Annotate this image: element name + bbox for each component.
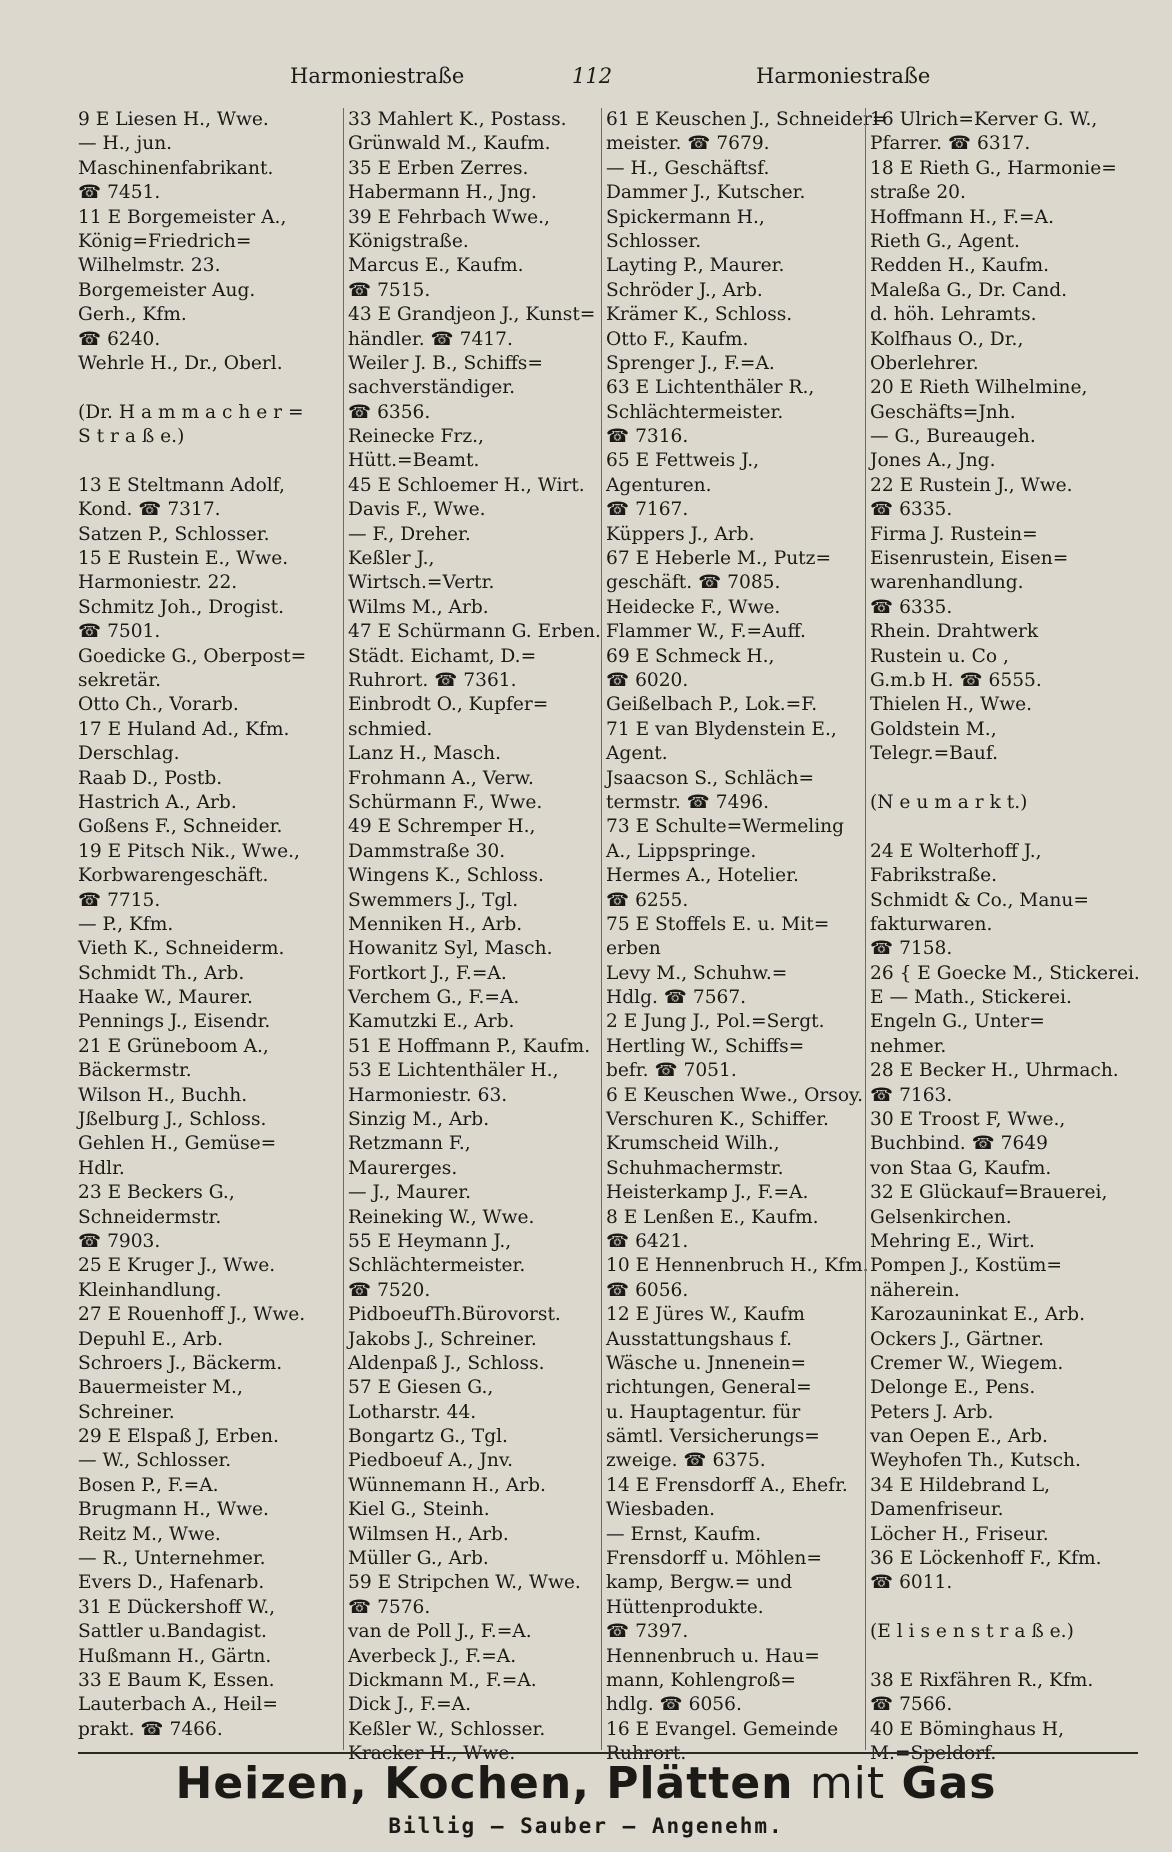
directory-line: Grünwald M., Kaufm.	[348, 133, 551, 155]
directory-line: Aldenpaß J., Schloss.	[348, 1352, 545, 1374]
directory-line: Reinecke Frz.,	[348, 426, 484, 448]
directory-line: Geißelbach P., Lok.=F.	[606, 694, 818, 716]
directory-line: ☎ 7903.	[78, 1230, 161, 1252]
directory-line: — W., Schlosser.	[78, 1450, 232, 1472]
directory-line: Hoffmann H., F.=A.	[870, 206, 1054, 228]
directory-line: 33 Mahlert K., Postass.	[348, 109, 567, 130]
directory-line: händler. ☎ 7417.	[348, 328, 513, 350]
directory-line: Telegr.=Bauf.	[870, 743, 999, 765]
directory-line: Heidecke F., Wwe.	[606, 596, 781, 618]
directory-line: ☎ 7501.	[78, 621, 161, 643]
directory-line: König=Friedrich=	[78, 230, 252, 252]
directory-line: 13 E Steltmann Adolf,	[78, 474, 285, 496]
directory-line: — R., Unternehmer.	[78, 1548, 266, 1570]
directory-line: ☎ 7163.	[870, 1084, 953, 1106]
directory-line: Ausstattungshaus f.	[606, 1328, 793, 1350]
directory-line: Harmoniestr. 63.	[348, 1084, 508, 1106]
directory-line: 6 E Keuschen Wwe., Orsoy.	[606, 1084, 863, 1106]
directory-line: 10 E Hennenbruch H., Kfm.	[606, 1255, 869, 1277]
directory-line: 73 E Schulte=Wermeling	[606, 816, 845, 838]
directory-line: Habermann H., Jng.	[348, 182, 537, 204]
directory-line: van de Poll J., F.=A.	[348, 1621, 532, 1643]
directory-line: Agenturen.	[606, 474, 712, 496]
directory-line: Menniken H., Arb.	[348, 913, 523, 935]
directory-line: 45 E Schloemer H., Wirt.	[348, 474, 585, 496]
directory-line: 40 E Böminghaus H,	[870, 1718, 1064, 1740]
directory-line: Schneidermstr.	[78, 1206, 222, 1228]
directory-line: G.m.b H. ☎ 6555.	[870, 669, 1042, 691]
directory-line: — G., Bureaugeh.	[870, 426, 1036, 448]
bottom-rule	[78, 1752, 1138, 1754]
directory-line: — J., Maurer.	[348, 1182, 471, 1204]
directory-line: Dick J., F.=A.	[348, 1694, 472, 1716]
directory-line: ☎ 7566.	[870, 1694, 953, 1716]
directory-line: Harmoniestr. 22.	[78, 572, 238, 594]
directory-line: Küppers J., Arb.	[606, 523, 755, 545]
directory-line: straße 20.	[870, 182, 966, 204]
directory-line: Weyhofen Th., Kutsch.	[870, 1450, 1081, 1472]
directory-line: Oberlehrer.	[870, 352, 979, 374]
directory-line: ☎ 6335.	[870, 596, 953, 618]
directory-line: 34 E Hildebrand L,	[870, 1474, 1050, 1496]
directory-line: Keßler J.,	[348, 548, 435, 570]
directory-line: näherein.	[870, 1279, 960, 1301]
directory-column-1	[78, 108, 340, 1750]
directory-line: Wilms M., Arb.	[348, 596, 489, 618]
directory-line: Depuhl E., Arb.	[78, 1328, 224, 1350]
directory-line: 35 E Erben Zerres.	[348, 157, 529, 179]
directory-line: Buchbind. ☎ 7649	[870, 1133, 1048, 1155]
directory-line: Dammstraße 30.	[348, 840, 506, 862]
directory-line: Satzen P., Schlosser.	[78, 523, 270, 545]
directory-line: 69 E Schmeck H.,	[606, 645, 775, 667]
directory-line: 30 E Troost F, Wwe.,	[870, 1109, 1066, 1131]
directory-line: Frohmann A., Verw.	[348, 767, 534, 789]
directory-line: Jßelburg J., Schloss.	[78, 1109, 267, 1131]
directory-line: ☎ 6020.	[606, 669, 689, 691]
directory-line: Ockers J., Gärtner.	[870, 1328, 1045, 1350]
directory-line: Firma J. Rustein=	[870, 523, 1038, 545]
directory-line: Kleinhandlung.	[78, 1279, 222, 1301]
directory-line: Hermes A., Hotelier.	[606, 865, 799, 887]
directory-line: Pfarrer. ☎ 6317.	[870, 133, 1031, 155]
directory-line: Otto F., Kaufm.	[606, 328, 749, 350]
directory-line: Vieth K., Schneiderm.	[78, 938, 285, 960]
directory-line: Wingens K., Schloss.	[348, 865, 544, 887]
directory-line: 29 E Elspaß J, Erben.	[78, 1426, 279, 1448]
directory-line: Layting P., Maurer.	[606, 255, 785, 277]
directory-line: Otto Ch., Vorarb.	[78, 694, 239, 716]
directory-line: Ruhrort. ☎ 7361.	[348, 669, 517, 691]
directory-line	[870, 815, 1138, 839]
directory-line: ☎ 6255.	[606, 889, 689, 911]
directory-line: — H., jun.	[78, 133, 173, 155]
directory-line: Heisterkamp J., F.=A.	[606, 1182, 809, 1204]
directory-line: Kiel G., Steinh.	[348, 1499, 490, 1521]
directory-line: ☎ 7397.	[606, 1621, 689, 1643]
directory-line: Hennenbruch u. Hau=	[606, 1645, 820, 1667]
directory-line: Lanz H., Masch.	[348, 743, 502, 765]
directory-line: Schlosser.	[606, 230, 702, 252]
directory-line: Haake W., Maurer.	[78, 987, 253, 1009]
directory-column-4	[865, 108, 1138, 1750]
directory-line: Piedboeuf A., Jnv.	[348, 1450, 514, 1472]
directory-line: Hüttenprodukte.	[606, 1596, 764, 1618]
directory-line: Verchem G., F.=A.	[348, 987, 520, 1009]
directory-line: Swemmers J., Tgl.	[348, 889, 519, 911]
directory-line: Brugmann H., Wwe.	[78, 1499, 269, 1521]
directory-line: 21 E Grüneboom A.,	[78, 1035, 269, 1057]
advert-tagline: Billig — Sauber — Angenehm.	[388, 1814, 784, 1838]
directory-line: Städt. Eichamt, D.=	[348, 645, 537, 667]
directory-line: 2 E Jung J., Pol.=Sergt.	[606, 1011, 825, 1033]
directory-line: 28 E Becker H., Uhrmach.	[870, 1060, 1119, 1082]
directory-line	[870, 767, 1138, 791]
directory-line: S t r a ß e.)	[78, 426, 185, 448]
directory-line: 8 E Lenßen E., Kaufm.	[606, 1206, 819, 1228]
directory-line: Lotharstr. 44.	[348, 1401, 477, 1423]
directory-line: Raab D., Postb.	[78, 767, 223, 789]
directory-line: Sinzig M., Arb.	[348, 1109, 490, 1131]
directory-line: kamp, Bergw.= und	[606, 1572, 793, 1594]
directory-line: Hdlg. ☎ 7567.	[606, 987, 747, 1009]
page-header	[90, 64, 1140, 98]
directory-line: 53 E Lichtenthäler H.,	[348, 1060, 559, 1082]
directory-line: befr. ☎ 7051.	[606, 1060, 737, 1082]
directory-line: Thielen H., Wwe.	[870, 694, 1033, 716]
directory-line: 16 Ulrich=Kerver G. W.,	[870, 109, 1098, 130]
directory-line: Schreiner.	[78, 1401, 175, 1423]
directory-line: Retzmann F.,	[348, 1133, 471, 1155]
directory-line: — P., Kfm.	[78, 913, 174, 935]
directory-line: Wiesbaden.	[606, 1499, 716, 1521]
directory-line: 25 E Kruger J., Wwe.	[78, 1255, 276, 1277]
directory-line: (Dr. H a m m a c h e r =	[78, 401, 304, 423]
directory-line: Schmidt & Co., Manu=	[870, 889, 1089, 911]
directory-line: Averbeck J., F.=A.	[348, 1645, 517, 1667]
directory-line: Korbwarengeschäft.	[78, 865, 269, 887]
directory-line: 49 E Schremper H.,	[348, 816, 536, 838]
directory-line: Wilhelmstr. 23.	[78, 255, 221, 277]
directory-line: zweige. ☎ 6375.	[606, 1450, 766, 1472]
directory-line: (E l i s e n s t r a ß e.)	[870, 1621, 1074, 1643]
directory-line: — Ernst, Kaufm.	[606, 1523, 762, 1545]
directory-line: 39 E Fehrbach Wwe.,	[348, 206, 550, 228]
directory-line: Mehring E., Wirt.	[870, 1230, 1035, 1252]
directory-line: E — Math., Stickerei.	[870, 987, 1072, 1009]
directory-line: Wehrle H., Dr., Oberl.	[78, 352, 283, 374]
directory-line: 16 E Evangel. Gemeinde	[606, 1718, 839, 1740]
directory-line: Sattler u.Bandagist.	[78, 1621, 267, 1643]
directory-line: Evers D., Hafenarb.	[78, 1572, 265, 1594]
directory-line: ☎ 7451.	[78, 182, 161, 204]
directory-line: Schroers J., Bäckerm.	[78, 1352, 283, 1374]
directory-line: Wirtsch.=Vertr.	[348, 572, 495, 594]
directory-line: Jakobs J., Schreiner.	[348, 1328, 537, 1350]
directory-line: 43 E Grandjeon J., Kunst=	[348, 304, 596, 326]
directory-line: Delonge E., Pens.	[870, 1377, 1036, 1399]
directory-columns	[78, 108, 1138, 1750]
directory-line: Derschlag.	[78, 743, 180, 765]
directory-line: ☎ 7167.	[606, 499, 689, 521]
directory-line: Spickermann H.,	[606, 206, 765, 228]
directory-line: nehmer.	[870, 1035, 947, 1057]
directory-line: 51 E Hoffmann P., Kaufm.	[348, 1035, 591, 1057]
directory-line: 23 E Beckers G.,	[78, 1182, 235, 1204]
directory-line: Kond. ☎ 7317.	[78, 499, 221, 521]
directory-line: Schlächtermeister.	[606, 401, 784, 423]
directory-line: termstr. ☎ 7496.	[606, 791, 769, 813]
directory-line	[78, 449, 340, 473]
directory-line: Maurerges.	[348, 1157, 458, 1179]
directory-line: Bäckermstr.	[78, 1060, 192, 1082]
directory-line: Engeln G., Unter=	[870, 1011, 1045, 1033]
directory-line: Rieth G., Agent.	[870, 230, 1020, 252]
directory-line: ☎ 7158.	[870, 938, 953, 960]
directory-column-2	[343, 108, 604, 1750]
directory-line: ☎ 7520.	[348, 1279, 431, 1301]
directory-line: ☎ 6056.	[606, 1279, 689, 1301]
directory-line: sämtl. Versicherungs=	[606, 1426, 820, 1448]
directory-line: Weiler J. B., Schiffs=	[348, 352, 543, 374]
directory-line: 22 E Rustein J., Wwe.	[870, 474, 1073, 496]
directory-line: Bauermeister M.,	[78, 1377, 243, 1399]
directory-line: van Oepen E., Arb.	[870, 1426, 1048, 1448]
directory-line: Fabrikstraße.	[870, 865, 998, 887]
directory-line: 20 E Rieth Wilhelmine,	[870, 377, 1088, 399]
directory-line: 59 E Stripchen W., Wwe.	[348, 1572, 581, 1594]
directory-line: 63 E Lichtenthäler R.,	[606, 377, 815, 399]
directory-line: Damenfriseur.	[870, 1499, 1004, 1521]
directory-line: Frensdorff u. Möhlen=	[606, 1548, 822, 1570]
directory-line: Dickmann M., F.=A.	[348, 1670, 537, 1691]
directory-line: 67 E Heberle M., Putz=	[606, 548, 832, 570]
directory-line: Schlächtermeister.	[348, 1255, 526, 1277]
directory-line: ☎ 7316.	[606, 426, 689, 448]
directory-line: Bongartz G., Tgl.	[348, 1426, 508, 1448]
directory-line: Müller G., Arb.	[348, 1548, 489, 1570]
directory-line: Jsaacson S., Schläch=	[606, 767, 815, 789]
directory-line: ☎ 6356.	[348, 401, 431, 423]
directory-line: Eisenrustein, Eisen=	[870, 548, 1069, 570]
directory-line	[78, 376, 340, 400]
directory-line: sekretär.	[78, 669, 162, 691]
directory-line: Davis F., Wwe.	[348, 499, 486, 521]
advert-headline	[0, 1758, 1172, 1810]
directory-line: ☎ 6011.	[870, 1572, 953, 1594]
directory-line: Schröder J., Arb.	[606, 279, 763, 301]
directory-line: hdlg. ☎ 6056.	[606, 1694, 742, 1716]
directory-line: 75 E Stoffels E. u. Mit=	[606, 913, 830, 935]
directory-line: Wilmsen H., Arb.	[348, 1523, 509, 1545]
directory-line: 32 E Glückauf=Brauerei,	[870, 1182, 1108, 1204]
directory-line: ☎ 7576.	[348, 1596, 431, 1618]
directory-line: 31 E Dückershoff W.,	[78, 1596, 276, 1618]
directory-line: Goßens F., Schneider.	[78, 816, 283, 838]
directory-line: Hastrich A., Arb.	[78, 791, 237, 813]
directory-line	[870, 1645, 1138, 1669]
directory-line: ☎ 7515.	[348, 279, 431, 301]
directory-line: sachverständiger.	[348, 377, 515, 399]
directory-line: Wäsche u. Jnnenein=	[606, 1352, 807, 1374]
directory-line: Schmitz Joh., Drogist.	[78, 596, 285, 618]
page-number: 112	[572, 64, 613, 88]
directory-line: Pennings J., Eisendr.	[78, 1011, 271, 1033]
directory-line: 19 E Pitsch Nik., Wwe.,	[78, 840, 300, 862]
directory-line: Krumscheid Wilh.,	[606, 1133, 780, 1155]
directory-line: ☎ 6421.	[606, 1230, 689, 1252]
directory-line: Goldstein M.,	[870, 718, 997, 740]
directory-line: Hertling W., Schiffs=	[606, 1035, 805, 1057]
directory-line: Rustein u. Co ,	[870, 645, 1009, 667]
directory-line: Lauterbach A., Heil=	[78, 1694, 278, 1716]
directory-line: Schuhmachermstr.	[606, 1157, 784, 1179]
directory-line: u. Hauptagentur. für	[606, 1401, 801, 1423]
directory-line: Verschuren K., Schiffer.	[606, 1109, 829, 1131]
directory-line: Keßler W., Schlosser.	[348, 1718, 546, 1740]
directory-line	[870, 1596, 1138, 1620]
directory-line: 17 E Huland Ad., Kfm.	[78, 718, 290, 740]
directory-line: prakt. ☎ 7466.	[78, 1718, 223, 1740]
directory-line: 57 E Giesen G.,	[348, 1377, 494, 1399]
directory-line: Rhein. Drahtwerk	[870, 621, 1039, 643]
directory-line: Hußmann H., Gärtn.	[78, 1645, 272, 1667]
directory-line: erben	[606, 938, 661, 960]
directory-line: schmied.	[348, 718, 433, 740]
directory-line: 15 E Rustein E., Wwe.	[78, 548, 289, 570]
directory-line: Sprenger J., F.=A.	[606, 352, 775, 374]
directory-line: ☎ 6335.	[870, 499, 953, 521]
directory-line: Hdlr.	[78, 1157, 125, 1179]
directory-line: — F., Dreher.	[348, 523, 471, 545]
directory-line: Reineking W., Wwe.	[348, 1206, 535, 1228]
directory-line: Cremer W., Wiegem.	[870, 1352, 1064, 1374]
header-street-left: Harmoniestraße	[290, 64, 465, 88]
directory-line: Kolfhaus O., Dr.,	[870, 328, 1024, 350]
directory-line: 33 E Baum K, Essen.	[78, 1670, 275, 1691]
directory-line: Krämer K., Schloss.	[606, 304, 793, 326]
directory-line: Levy M., Schuhw.=	[606, 962, 788, 984]
directory-line: Dammer J., Kutscher.	[606, 182, 806, 204]
directory-line: 55 E Heymann J.,	[348, 1230, 512, 1252]
directory-line: Einbrodt O., Kupfer=	[348, 694, 549, 716]
directory-line: 61 E Keuschen J., Schneider=	[606, 109, 888, 130]
directory-line: Löcher H., Friseur.	[870, 1523, 1049, 1545]
directory-line: A., Lippspringe.	[606, 840, 757, 862]
directory-line: ☎ 7715.	[78, 889, 161, 911]
directory-line: Redden H., Kaufm.	[870, 255, 1050, 277]
directory-line: Marcus E., Kaufm.	[348, 255, 524, 277]
directory-line: 12 E Jüres W., Kaufm	[606, 1304, 805, 1326]
directory-line: 47 E Schürmann G. Erben.	[348, 621, 601, 643]
directory-line: Wünnemann H., Arb.	[348, 1474, 546, 1496]
directory-line: Gerh., Kfm.	[78, 304, 187, 326]
directory-line: 11 E Borgemeister A.,	[78, 206, 287, 228]
directory-line: Bosen P., F.=A.	[78, 1474, 219, 1496]
directory-line: d. höh. Lehramts.	[870, 304, 1037, 326]
directory-line: Karozauninkat E., Arb.	[870, 1304, 1085, 1326]
directory-line: 71 E van Blydenstein E.,	[606, 718, 837, 740]
directory-line: Pompen J., Kostüm=	[870, 1255, 1062, 1277]
directory-line: — H., Geschäftsf.	[606, 157, 770, 179]
advert-headline-main: Heizen, Kochen, Plätten	[175, 1758, 794, 1809]
directory-line: Schmidt Th., Arb.	[78, 962, 245, 984]
directory-line: Maleßa G., Dr. Cand.	[870, 279, 1068, 301]
directory-column-3	[601, 108, 888, 1750]
directory-line: Königstraße.	[348, 230, 469, 252]
directory-line: 9 E Liesen H., Wwe.	[78, 109, 269, 130]
directory-line: 27 E Rouenhoff J., Wwe.	[78, 1304, 306, 1326]
directory-line: von Staa G, Kaufm.	[870, 1157, 1052, 1179]
header-street-right: Harmoniestraße	[756, 64, 931, 88]
directory-line: PidboeufTh.Bürovorst.	[348, 1304, 561, 1326]
directory-line: Gehlen H., Gemüse=	[78, 1133, 277, 1155]
directory-line: Gelsenkirchen.	[870, 1206, 1012, 1228]
directory-line: geschäft. ☎ 7085.	[606, 572, 781, 594]
directory-line: Geschäfts=Jnh.	[870, 401, 1016, 423]
directory-line: meister. ☎ 7679.	[606, 133, 770, 155]
directory-line: 24 E Wolterhoff J.,	[870, 840, 1042, 862]
directory-line: Hütt.=Beamt.	[348, 450, 480, 472]
advert-headline-gas: Gas	[901, 1758, 997, 1809]
directory-line: Schürmann F., Wwe.	[348, 791, 543, 813]
directory-line: ☎ 6240.	[78, 328, 161, 350]
directory-line: Kamutzki E., Arb.	[348, 1011, 515, 1033]
directory-line: richtungen, General=	[606, 1377, 812, 1399]
directory-line: Maschinenfabrikant.	[78, 157, 274, 179]
directory-line: Peters J. Arb.	[870, 1401, 994, 1423]
directory-line: Howanitz Syl, Masch.	[348, 938, 553, 960]
directory-line: 36 E Löckenhoff F., Kfm.	[870, 1548, 1102, 1570]
directory-line: Flammer W., F.=Auff.	[606, 621, 806, 643]
directory-line: 65 E Fettweis J.,	[606, 450, 760, 472]
directory-line: Fortkort J., F.=A.	[348, 962, 507, 984]
directory-line: warenhandlung.	[870, 572, 1024, 594]
directory-line: 18 E Rieth G., Harmonie=	[870, 157, 1117, 179]
advert-headline-mit: mit	[809, 1758, 886, 1809]
directory-line: mann, Kohlengroß=	[606, 1670, 796, 1691]
directory-line: Reitz M., Wwe.	[78, 1523, 221, 1545]
directory-line: Jones A., Jng.	[870, 450, 996, 472]
directory-line: 38 E Rixfähren R., Kfm.	[870, 1670, 1094, 1691]
directory-line: 14 E Frensdorff A., Ehefr.	[606, 1474, 848, 1496]
directory-line: Agent.	[606, 743, 668, 765]
directory-line: (N e u m a r k t.)	[870, 791, 1028, 813]
directory-line: Borgemeister Aug.	[78, 279, 256, 301]
directory-line: Wilson H., Buchh.	[78, 1084, 248, 1106]
directory-line: 26 { E Goecke M., Stickerei.	[870, 962, 1140, 984]
directory-line: Goedicke G., Oberpost=	[78, 645, 307, 667]
directory-line: fakturwaren.	[870, 913, 993, 935]
